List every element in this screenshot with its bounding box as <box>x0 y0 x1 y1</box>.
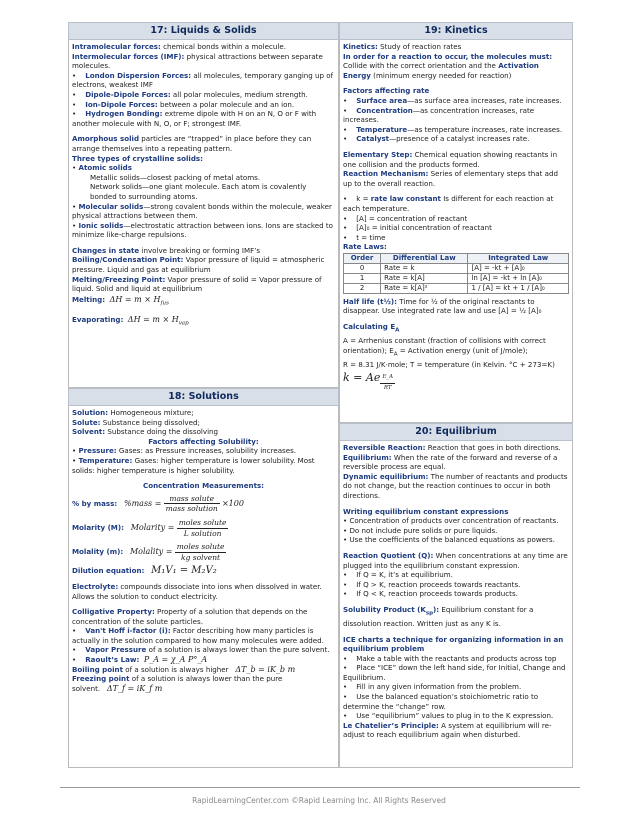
ice-title: ICE charts a technique for organizing information in an equilibrium problem <box>343 634 564 654</box>
equilibrium-def: Equilibrium: When the rate of the forward and reverse of a reversible process are equal. <box>343 452 558 472</box>
list-item: • Fill in any given information from the problem. <box>343 682 522 692</box>
vanthoff-item: • Van't Hoff i-factor (i): Factor describing how many particles is actually in the solution compared to how many molecules were added. <box>72 626 324 645</box>
solvent-def: Solvent: Substance doing the dissolving <box>72 427 219 437</box>
inter-text: physical attractions between separate molecules. <box>72 51 323 71</box>
amorphous-text: Amorphous solid particles are “trapped” in place before they can arrange themselves into a repeating pattern. <box>72 134 312 153</box>
evap-eq-row: Evaporating: $\Delta H = m \times H_{vap}$ <box>72 314 189 327</box>
vapor-item: • Vapor Pressure of a solution is always lower than the pure solvent. <box>72 645 330 655</box>
solute-def: Solute: Substance being dissolved; <box>72 417 200 427</box>
list-item: • Concentration of products over concentration of reactants. <box>343 516 559 526</box>
section-17-title: 17: Liquids & Solids <box>68 22 339 40</box>
section-18-title: 18: Solutions <box>68 388 339 406</box>
dilution-row: Dilution equation: M₁V₁ = M₂V₂ <box>72 565 217 577</box>
boil-text: Boiling/Condensation Point: Vapor pressure of liquid = atmospheric pressure. Liquid and gas at equilibrium <box>72 255 325 275</box>
bullet-hbond: • Hydrogen Bonding: extreme dipole with H on an N, O or F with another molecule with N, O, or F; strongest IMF. <box>72 109 317 128</box>
factors-title: Factors affecting Solubility: <box>148 436 259 446</box>
le-chatelier-def: Le Chatelier’s Principle: A system at equilibrium will re-adjust to reach equilibrium again when disturbed. <box>343 720 552 740</box>
rate-table-header-cell: Integrated Law <box>468 253 569 263</box>
molarity-row: Molarity (M): Molarity = $\frac{\text{moles solute}}{\text{L solution}}$ <box>72 517 227 538</box>
colligative-def: Colligative Property: Property of a solution that depends on the concentration of the solute particles. <box>72 607 308 626</box>
right-column <box>339 22 573 768</box>
calc-ea-title: Calculating $E_A$ <box>343 322 400 334</box>
atomic-item: • Atomic solids <box>72 163 132 173</box>
left-column <box>68 22 339 768</box>
concentration-item: • Concentration—as concentration increases, rate increases. <box>343 105 535 125</box>
ksp-def: Solubility Product $(K_{sp})$: Equilibrium constant for a dissolution reaction. Written just as any K is. <box>343 604 534 628</box>
table-row: 0 Rate = k [A] = -kt + [A]₀ <box>344 263 569 273</box>
list-item: • Use “equilibrium” values to plug in to the K expression. <box>343 711 554 721</box>
molarity-fraction: $\frac{\text{moles solute}}{\text{L solution}}$ <box>178 517 227 538</box>
footer-divider <box>60 787 580 788</box>
arrhenius-exponent: $\frac{E\_A}{RT}$ <box>382 374 394 391</box>
melting-eq-row: Melting: $\Delta H = m \times H_{fus}$ <box>72 294 169 307</box>
collision-def: In order for a reaction to occur, the molecules must: Collide with the correct orientation and the Activation Energy (minimum energy needed for reaction) <box>343 51 553 80</box>
reversible-def: Reversible Reaction: Reaction that goes in both directions. <box>343 443 561 452</box>
molality-fraction: $\frac{\text{moles solute}}{\text{kg solvent}}$ <box>176 542 225 562</box>
section-19-body <box>339 40 573 423</box>
list-item: • Make a table with the reactants and products across top <box>343 653 557 663</box>
list-item: • If Q > K, reaction proceeds towards reactants. <box>343 579 521 589</box>
list-item: • If Q < K, reaction proceeds towards products. <box>343 589 518 599</box>
rate-laws-title: Rate Laws: <box>343 242 387 252</box>
rate-law-table <box>343 253 569 294</box>
melt-text: Melting/Freezing Point: Vapor pressure of solid = Vapor pressure of liquid. Solid and liquid at equilibrium <box>72 274 322 294</box>
changes-text: Changes in state involve breaking or forming IMF’s <box>72 245 261 255</box>
boiling-row: Boiling point of a solution is always higher ΔT_b = iK_b m <box>72 664 296 674</box>
kinetics-def: Kinetics: Study of reaction rates <box>343 42 462 51</box>
mechanism-def: Reaction Mechanism: Series of elementary steps that add up to the overall reaction. <box>343 169 559 188</box>
intra-label: Intramolecular forces: <box>72 42 161 51</box>
atomic-network: Network solids—one giant molecule. Each atom is covalently bonded to surrounding atoms. <box>90 182 307 201</box>
ionic-item: • Ionic solids—electrostatic attraction between ions. Ions are stacked to minimize like-charge repulsions. <box>72 220 333 240</box>
molecular-item: • Molecular solids—strong covalent bonds within the molecule, weaker physical attractions between them. <box>72 201 332 221</box>
writing-title: Writing equilibrium constant expressions <box>343 506 509 516</box>
inter-label: Intermolecular forces (IMF): <box>72 51 185 61</box>
pressure-item: • Pressure: Gases: as Pressure increases, solubility increases. <box>72 446 297 456</box>
three-types-title: Three types of crystalline solids: <box>72 153 203 163</box>
k-item: • k = rate law constant Is different for each reaction at each temperature. <box>343 194 554 213</box>
t-item: • t = time <box>343 232 386 242</box>
freezing-row: Freezing point of a solution is always lower than the pure solvent. ΔT_f = iK_f m <box>72 674 283 693</box>
conc-title: Concentration Measurements: <box>142 481 265 491</box>
atomic-metallic: Metallic solids—closest packing of metal atoms. <box>90 172 261 182</box>
dynamic-def: Dynamic equilibrium: The number of reactants and products do not change, but the reaction continues to occur in both directions. <box>343 471 568 500</box>
footer-copyright: RapidLearningCenter.com ©Rapid Learning Inc. All Rights Reserved <box>192 796 446 805</box>
electrolyte-def: Electrolyte: compounds dissociate into ions when dissolved in water. Allows the solution to conduct electricity. <box>72 581 322 601</box>
temperature-item: • Temperature—as temperature increases, rate increases. <box>343 124 563 134</box>
reaction-quotient-def: Reaction Quotient (Q): When concentrations at any time are plugged into the equilibrium constant expression. <box>343 550 568 570</box>
calc-ea-line1: A = Arrhenius constant (fraction of collisions with correct orientation); $E_A$ = Activation energy (unit of J/mole); <box>343 336 546 358</box>
half-life-def: Half life (t½): Time for ½ of the original reactants to disappear. Use integrated rate law and use [A] = ½ [A]₀ <box>343 296 542 316</box>
table-row: 1 Rate = k[A] ln [A] = -kt + ln [A]₀ <box>344 273 569 283</box>
section-20-title: 20: Equilibrium <box>339 423 573 441</box>
table-row: 2 Rate = k[A]² 1 / [A] = kt + 1 / [A]₀ <box>344 283 569 293</box>
rate-factors-title: Factors affecting rate <box>343 86 430 96</box>
temp-item: • Temperature: Gases: higher temperature is lower solubility. Most solids: higher temperature is higher solubility. <box>72 455 315 475</box>
section-19-title: 19: Kinetics <box>339 22 573 40</box>
section-18-body <box>68 406 339 768</box>
list-item: • Use the balanced equation’s stoichiometric ratio to determine the “change” row. <box>343 692 539 711</box>
rate-table-header-cell: Order <box>344 253 381 263</box>
catalyst-item: • Catalyst—presence of a catalyst increases rate. <box>343 134 530 144</box>
list-item: • If Q = K, it’s at equilibrium. <box>343 570 453 580</box>
surface-item: • Surface area—as surface area increases, rate increases. <box>343 95 562 105</box>
a-item: • [A] = concentration of reactant <box>343 213 468 223</box>
bullet-iondipole: • Ion-Dipole Forces: between a polar molecule and an ion. <box>72 99 295 109</box>
calc-ea-line2: R = 8.31 J/K·mole; T = temperature (in Kelvin. °C + 273=K) <box>343 359 555 369</box>
raoult-item: • Raoult’s Law: P_A = χ_A P°_A <box>72 655 208 665</box>
arrhenius-equation: k = Ae $\frac{E\_A}{RT}$ <box>343 373 569 393</box>
elementary-def: Elementary Step: Chemical equation showing reactants in one collision and the products formed. <box>343 149 558 169</box>
section-20-body <box>339 441 573 768</box>
list-item: • Place “ICE” down the left hand side, for Initial, Change and Equilibrium. <box>343 663 566 682</box>
list-item: • Do not include pure solids or pure liquids. <box>343 525 498 535</box>
molality-row: Molality (m): Molality = $\frac{\text{moles solute}}{\text{kg solvent}}$ <box>72 542 225 562</box>
rate-table-header <box>344 253 569 263</box>
intra-text: chemical bonds within a molecule. <box>160 42 286 51</box>
mass-row: % by mass: %mass = $\frac{\text{mass solute}}{\text{mass solution}}$ ×100 <box>72 493 244 514</box>
mass-fraction: $\frac{\text{mass solute}}{\text{mass solution}}$ <box>165 493 218 514</box>
bullet-dipole: • Dipole-Dipole Forces: all polar molecules, medium strength. <box>72 89 308 99</box>
section-17-body <box>68 40 339 388</box>
a0-item: • [A]₀ = initial concentration of reactant <box>343 223 492 233</box>
bullet-london: • London Dispersion Forces: all molecules, temporary ganging up of electrons, weakest IMF <box>72 70 334 90</box>
list-item: • Use the coefficients of the balanced equations as powers. <box>343 535 555 545</box>
rate-table-header-cell: Differential Law <box>381 253 468 263</box>
solution-def: Solution: Homogeneous mixture; <box>72 408 194 417</box>
